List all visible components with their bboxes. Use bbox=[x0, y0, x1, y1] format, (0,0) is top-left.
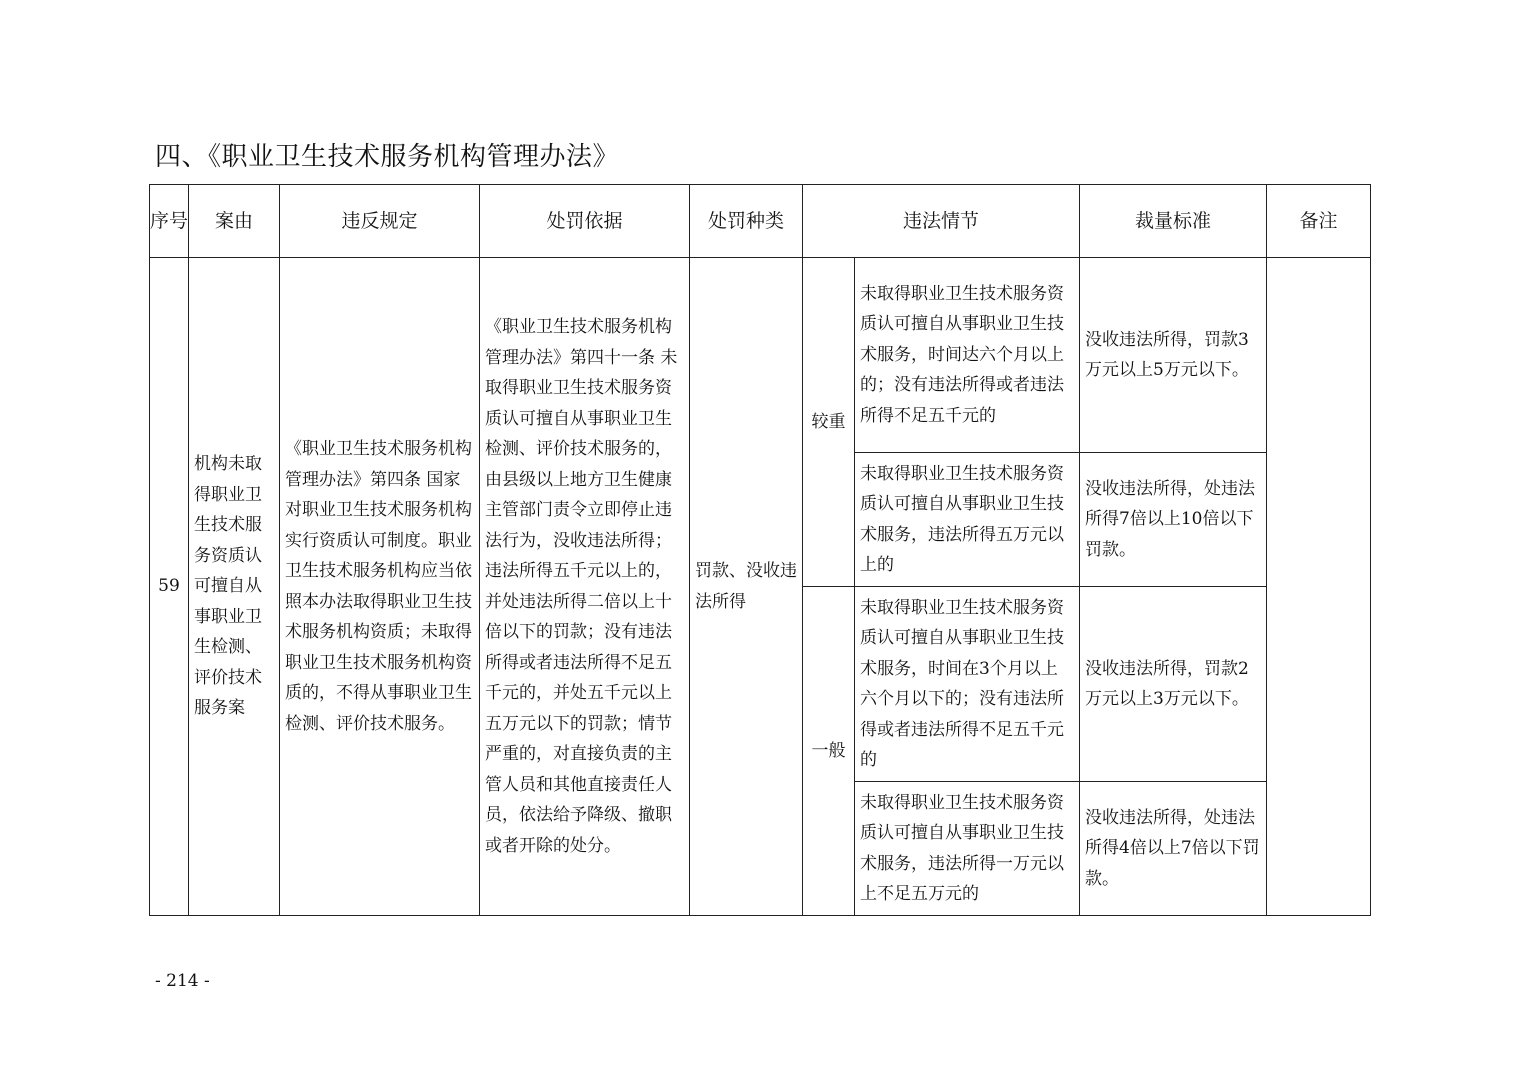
header-circumstance: 违法情节 bbox=[803, 185, 1080, 258]
page-number: - 214 - bbox=[155, 971, 210, 991]
cell-level-general: 一般 bbox=[803, 587, 855, 916]
table-row bbox=[150, 258, 1371, 453]
cell-basis: 《职业卫生技术服务机构管理办法》第四十一条 未取得职业卫生技术服务资质认可擅自从事职业卫生检测、评价技术服务的，由县级以上地方卫生健康主管部门责令立即停止违法行为，没收违法所得；违法所得五千元以上的，并处违法所得二倍以上十倍以下的罚款；没有违法所得或者违法所得不足五千元的，并处五千元以上五万元以下的罚款；情节严重的，对直接负责的主管人员和其他直接责任人员，依法给予降级、撤职或者开除的处分。 bbox=[480, 258, 690, 916]
header-remark: 备注 bbox=[1267, 185, 1371, 258]
penalty-table bbox=[149, 184, 1371, 916]
header-seq: 序号 bbox=[150, 185, 189, 258]
header-rule: 违反规定 bbox=[280, 185, 480, 258]
cell-seq: 59 bbox=[150, 258, 189, 916]
header-basis: 处罚依据 bbox=[480, 185, 690, 258]
cell-level-heavy: 较重 bbox=[803, 258, 855, 587]
cell-circumstance: 未取得职业卫生技术服务资质认可擅自从事职业卫生技术服务，违法所得五万元以上的 bbox=[855, 453, 1080, 587]
cell-circumstance: 未取得职业卫生技术服务资质认可擅自从事职业卫生技术服务，时间在3个月以上六个月以下的；没有违法所得或者违法所得不足五千元的 bbox=[855, 587, 1080, 782]
cell-standard: 没收违法所得，罚款2万元以上3万元以下。 bbox=[1080, 587, 1267, 782]
cell-standard: 没收违法所得，处违法所得7倍以上10倍以下罚款。 bbox=[1080, 453, 1267, 587]
cell-standard: 没收违法所得，处违法所得4倍以上7倍以下罚款。 bbox=[1080, 782, 1267, 916]
table-header-row bbox=[150, 185, 1371, 258]
cell-case: 机构未取得职业卫生技术服务资质认可擅自从事职业卫生检测、评价技术服务案 bbox=[189, 258, 280, 916]
cell-remark bbox=[1267, 258, 1371, 916]
cell-rule: 《职业卫生技术服务机构管理办法》第四条 国家对职业卫生技术服务机构实行资质认可制度。职业卫生技术服务机构应当依照本办法取得职业卫生技术服务机构资质；未取得职业卫生技术服务机构资质的，不得从事职业卫生检测、评价技术服务。 bbox=[280, 258, 480, 916]
header-case: 案由 bbox=[189, 185, 280, 258]
cell-circumstance: 未取得职业卫生技术服务资质认可擅自从事职业卫生技术服务，违法所得一万元以上不足五万元的 bbox=[855, 782, 1080, 916]
page-title: 四、《职业卫生技术服务机构管理办法》 bbox=[155, 142, 620, 172]
cell-standard: 没收违法所得，罚款3万元以上5万元以下。 bbox=[1080, 258, 1267, 453]
header-type: 处罚种类 bbox=[690, 185, 803, 258]
cell-circumstance: 未取得职业卫生技术服务资质认可擅自从事职业卫生技术服务，时间达六个月以上的；没有违法所得或者违法所得不足五千元的 bbox=[855, 258, 1080, 453]
header-standard: 裁量标准 bbox=[1080, 185, 1267, 258]
cell-type: 罚款、没收违法所得 bbox=[690, 258, 803, 916]
